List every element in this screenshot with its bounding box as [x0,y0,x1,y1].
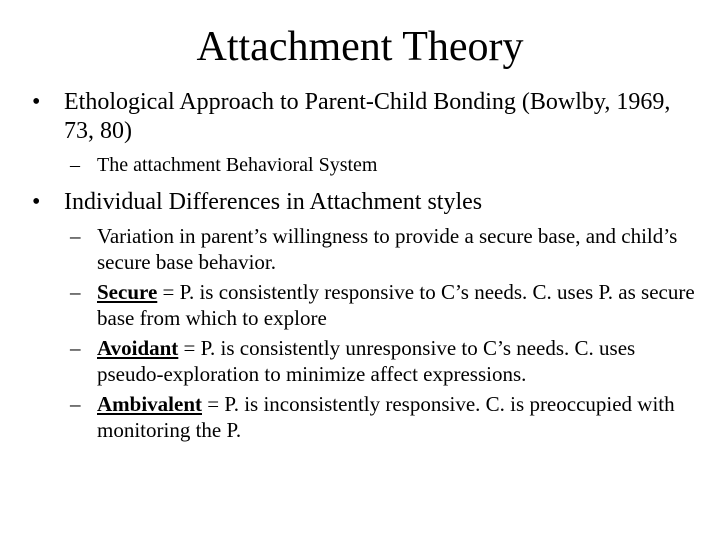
bullet-text: Ethological Approach to Parent-Child Bonding (Bowlby, 1969, 73, 80) [64,89,671,144]
term-secure: Secure [97,280,158,304]
slide-body [30,88,700,447]
dash-marker: – [70,224,81,248]
sub-item-text: = P. is inconsistently responsive. C. is preoccupied with monitoring the P. [97,392,675,442]
dash-marker: – [70,392,81,416]
dash-marker: – [70,336,81,360]
bullet-ethological-approach [30,88,700,146]
sub-item-ambivalent [30,391,700,443]
sub-item-text: = P. is consistently responsive to C’s needs. C. uses P. as secure base from which to explore [97,280,695,330]
bullet-individual-differences [30,188,700,217]
bullet-marker: • [32,89,41,115]
sub-list-ethological [30,152,700,178]
sub-item-text: Variation in parent’s willingness to provide a secure base, and child’s secure base behavior. [97,224,678,274]
sub-item-secure [30,279,700,331]
sub-item-text: = P. is consistently unresponsive to C’s needs. C. uses pseudo-exploration to minimize affect expressions. [97,336,636,386]
sub-item-variation [30,223,700,275]
sub-item-behavioral-system [30,152,700,178]
bullet-marker: • [32,189,41,215]
sub-item-text: The attachment Behavioral System [97,154,378,176]
sub-list-styles [30,223,700,443]
slide-title: Attachment Theory [196,24,524,70]
sub-item-avoidant [30,335,700,387]
dash-marker: – [70,280,81,304]
dash-marker: – [70,154,80,176]
term-ambivalent: Ambivalent [97,392,202,416]
bullet-text: Individual Differences in Attachment styles [64,189,483,215]
term-avoidant: Avoidant [97,336,179,360]
